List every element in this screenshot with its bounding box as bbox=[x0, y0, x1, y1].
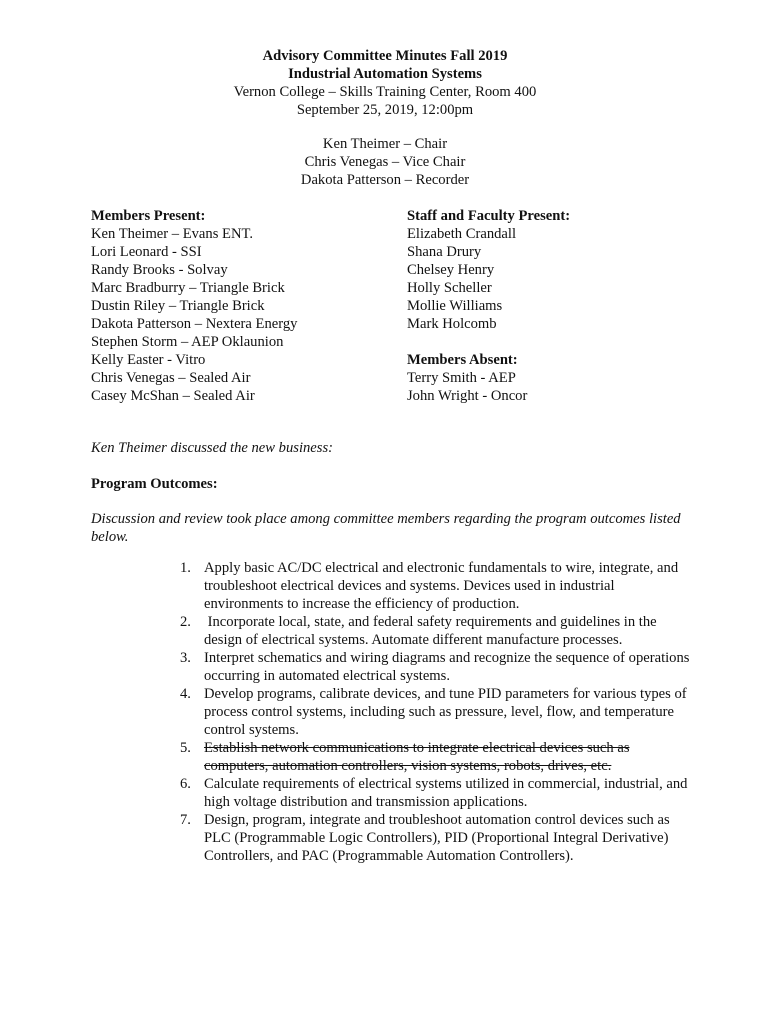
officer-vice-chair: Chris Venegas – Vice Chair bbox=[304, 154, 466, 170]
program-outcomes-heading: Program Outcomes: bbox=[91, 476, 218, 492]
outcome-number: 2. bbox=[180, 614, 191, 630]
member-entry: Dakota Patterson – Nextera Energy bbox=[91, 316, 298, 332]
outcome-text: Design, program, integrate and troubleshoot automation control devices such as PLC (Programmable Logic Controllers), PID (Proportional Integral Derivative) Controllers, and PAC (Programmable Automation Controllers). bbox=[204, 812, 670, 864]
members-absent-section bbox=[407, 351, 727, 405]
officer-chair: Ken Theimer – Chair bbox=[322, 136, 448, 152]
outcome-item bbox=[180, 613, 690, 649]
members-present-section bbox=[91, 207, 391, 405]
member-entry: Marc Bradburry – Triangle Brick bbox=[91, 280, 285, 296]
outcome-text: Apply basic AC/DC electrical and electronic fundamentals to wire, integrate, and troubleshoot electrical devices and systems. Devices used in industrial environments to increase the efficiency of production. bbox=[204, 560, 679, 612]
outcome-text: Establish network communications to integrate electrical devices such as computers, automation controllers, vision systems, robots, drives, etc. bbox=[204, 740, 630, 774]
outcome-number: 4. bbox=[180, 686, 191, 702]
officer-recorder: Dakota Patterson – Recorder bbox=[300, 172, 470, 188]
meeting-location: Vernon College – Skills Training Center, Room 400 bbox=[233, 84, 537, 100]
new-business-intro: Ken Theimer discussed the new business: bbox=[91, 440, 333, 456]
outcome-text: Incorporate local, state, and federal safety requirements and guidelines in the design of electrical systems. Automate different manufacture processes. bbox=[204, 614, 657, 648]
officers-list bbox=[0, 135, 770, 189]
member-entry: Randy Brooks - Solvay bbox=[91, 262, 228, 278]
outcome-number: 1. bbox=[180, 560, 191, 576]
outcome-number: 5. bbox=[180, 740, 191, 756]
outcome-item bbox=[180, 649, 690, 685]
outcome-number: 7. bbox=[180, 812, 191, 828]
staff-entry: Shana Drury bbox=[407, 244, 482, 260]
outcome-item bbox=[180, 685, 690, 739]
staff-entry: Holly Scheller bbox=[407, 280, 492, 296]
outcome-text: Develop programs, calibrate devices, and tune PID parameters for various types of process control systems, including such as pressure, level, flow, and temperature control systems. bbox=[204, 686, 687, 738]
member-entry: Casey McShan – Sealed Air bbox=[91, 388, 255, 404]
member-entry: Stephen Storm – AEP Oklaunion bbox=[91, 334, 284, 350]
outcome-text: Calculate requirements of electrical systems utilized in commercial, industrial, and high voltage distribution and transmission applications. bbox=[204, 776, 688, 810]
meeting-date-time: September 25, 2019, 12:00pm bbox=[296, 102, 474, 118]
members-absent-heading: Members Absent: bbox=[407, 352, 518, 368]
staff-entry: Mollie Williams bbox=[407, 298, 503, 314]
member-entry: Chris Venegas – Sealed Air bbox=[91, 370, 251, 386]
staff-entry: Elizabeth Crandall bbox=[407, 226, 517, 242]
absent-entry: John Wright - Oncor bbox=[407, 388, 528, 404]
member-entry: Lori Leonard - SSI bbox=[91, 244, 202, 260]
member-entry: Kelly Easter - Vitro bbox=[91, 352, 206, 368]
outcome-item bbox=[180, 775, 690, 811]
members-present-heading: Members Present: bbox=[91, 208, 206, 224]
member-entry: Dustin Riley – Triangle Brick bbox=[91, 298, 265, 314]
document-header bbox=[0, 47, 770, 119]
outcome-number: 3. bbox=[180, 650, 191, 666]
program-title: Industrial Automation Systems bbox=[288, 66, 482, 82]
document-title: Advisory Committee Minutes Fall 2019 bbox=[262, 48, 508, 64]
staff-entry: Mark Holcomb bbox=[407, 316, 497, 332]
outcome-item bbox=[180, 811, 690, 865]
outcomes-list bbox=[180, 559, 690, 865]
absent-entry: Terry Smith - AEP bbox=[407, 370, 516, 386]
outcome-text: Interpret schematics and wiring diagrams and recognize the sequence of operations occurring in automated electrical systems. bbox=[204, 650, 690, 684]
staff-entry: Chelsey Henry bbox=[407, 262, 495, 278]
outcome-item-struck bbox=[180, 739, 690, 775]
outcome-number: 6. bbox=[180, 776, 191, 792]
member-entry: Ken Theimer – Evans ENT. bbox=[91, 226, 253, 242]
staff-section bbox=[407, 207, 727, 405]
outcomes-discussion: Discussion and review took place among committee members regarding the program outcomes listed below. bbox=[91, 511, 681, 545]
outcome-item bbox=[180, 559, 690, 613]
staff-present-heading: Staff and Faculty Present: bbox=[407, 208, 571, 224]
